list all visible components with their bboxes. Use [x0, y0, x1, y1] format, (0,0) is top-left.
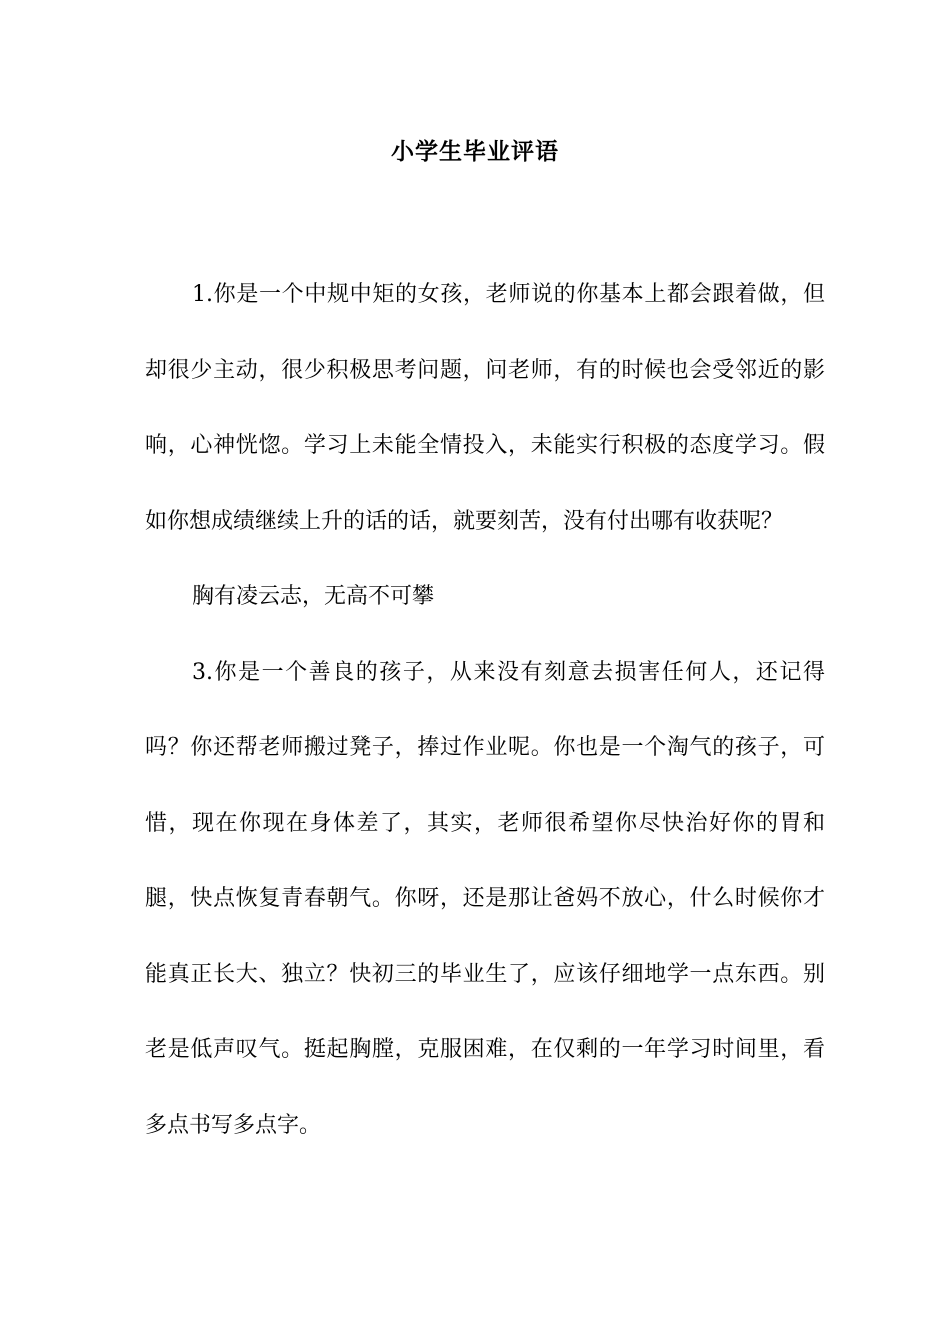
- paragraph-1: 1.你是一个中规中矩的女孩，老师说的你基本上都会跟着做，但却很少主动，很少积极思考问题，问老师，有的时候也会受邻近的影响，心神恍惚。学习上未能全情投入，未能实行积极的态度学习。假如你想成绩继续上升的话的话，就要刻苦，没有付出哪有收获呢？: [145, 282, 825, 534]
- document-body: [145, 257, 825, 1163]
- paragraph-2: 胸有凌云志，无高不可攀: [192, 584, 435, 609]
- paragraph-3: 3.你是一个善良的孩子，从来没有刻意去损害任何人，还记得吗？你还帮老师搬过凳子，捧过作业呢。你也是一个淘气的孩子，可惜，现在你现在身体差了，其实，老师很希望你尽快治好你的胃和腿，快点恢复青春朝气。你呀，还是那让爸妈不放心，什么时候你才能真正长大、独立？快初三的毕业生了，应该仔细地学一点东西。别老是低声叹气。挺起胸膛，克服困难，在仅剩的一年学习时间里，看多点书写多点字。: [145, 659, 825, 1138]
- document-title: 小学生毕业评语: [391, 138, 559, 165]
